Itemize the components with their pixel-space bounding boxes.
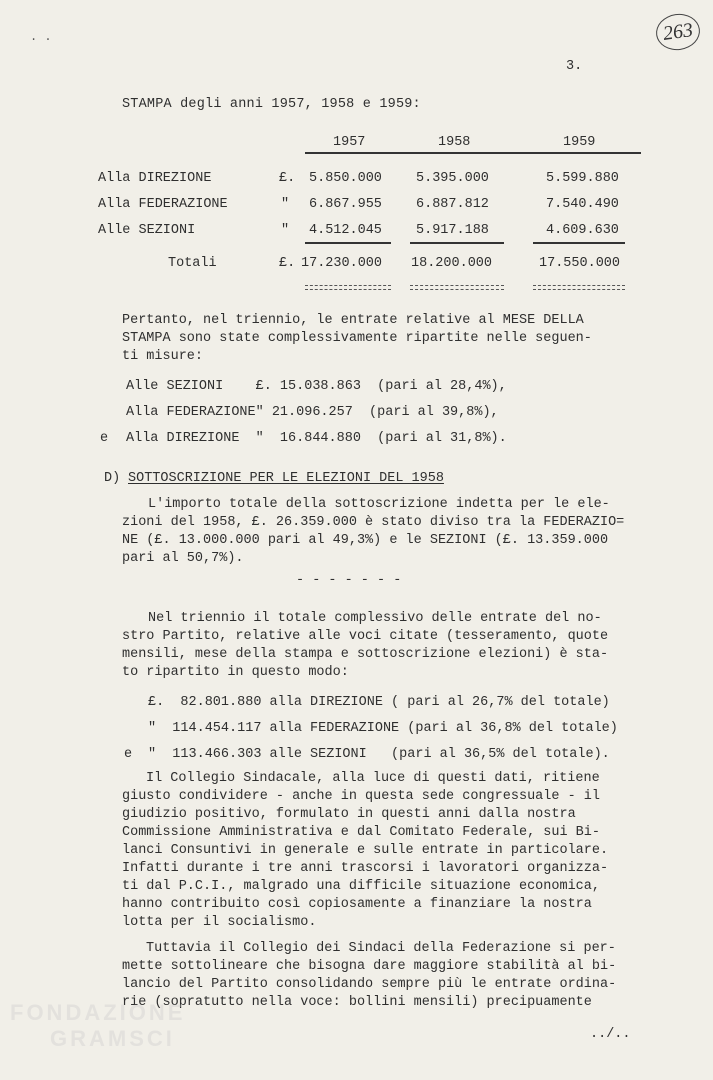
double-rule-1958	[410, 285, 504, 286]
total-split-direzione: £. 82.801.880 alla DIREZIONE ( pari al 26,7% del totale)	[148, 695, 610, 710]
para-tuttavia-line-1: Tuttavia il Collegio dei Sindaci della Federazione si per-	[146, 941, 616, 956]
archive-watermark	[10, 1000, 185, 1052]
page-number: 3.	[566, 59, 583, 74]
total-1958: 18.200.000	[411, 256, 493, 271]
total-1957: 17.230.000	[301, 256, 383, 271]
year-header-1959: 1959	[563, 135, 596, 150]
para-tuttavia-line-2: mette sottolineare che bisogna dare maggiore stabilità al bi-	[122, 959, 617, 974]
header-rule	[305, 152, 641, 154]
watermark-line-1: FONDAZIONE	[10, 1000, 186, 1025]
corner-marks: . .	[30, 30, 52, 44]
row-label-federazione: Alla FEDERAZIONE	[98, 197, 228, 212]
para-triennio-line-1: Nel triennio il totale complessivo delle entrate del no-	[148, 611, 602, 626]
totals-unit: £.	[279, 256, 296, 271]
cell-direzione-1958: 5.395.000	[416, 171, 489, 186]
para-tuttavia-line-4: rie (sopratutto nella voce: bollini mensili) precipuamente	[122, 995, 592, 1010]
section-d-line-4: pari al 50,7%).	[122, 551, 244, 566]
para-collegio-line-1: Il Collegio Sindacale, alla luce di questi dati, ritiene	[146, 771, 600, 786]
section-d-title: SOTTOSCRIZIONE PER LE ELEZIONI DEL 1958	[128, 471, 444, 486]
section-d-line-2: zioni del 1958, £. 26.359.000 è stato diviso tra la FEDERAZIO=	[122, 515, 625, 530]
year-header-1958: 1958	[438, 135, 471, 150]
para-collegio-line-7: ti dal P.C.I., malgrado una difficile situazione economica,	[122, 879, 600, 894]
cell-sezioni-1957: 4.512.045	[309, 223, 382, 238]
stampa-split-prefix: e	[100, 431, 109, 446]
para-pertanto-line-2: STAMPA sono state complessivamente ripartite nelle seguen-	[122, 331, 592, 346]
sum-rule-1959	[533, 242, 625, 244]
stampa-split-direzione: Alla DIREZIONE " 16.844.880 (pari al 31,8%).	[126, 431, 507, 446]
total-split-sezioni: " 113.466.303 alle SEZIONI (pari al 36,5% del totale).	[148, 747, 610, 762]
cell-direzione-1957: 5.850.000	[309, 171, 382, 186]
para-triennio-line-4: to ripartito in questo modo:	[122, 665, 349, 680]
row-unit: £.	[279, 171, 296, 186]
row-label-sezioni: Alle SEZIONI	[98, 223, 196, 238]
continuation-mark: ../..	[590, 1027, 631, 1042]
sum-rule-1957	[305, 242, 391, 244]
section-intro: STAMPA degli anni 1957, 1958 e 1959:	[122, 97, 421, 112]
totals-label: Totali	[168, 256, 217, 271]
section-d-line-1: L'importo totale della sottoscrizione indetta per le ele-	[148, 497, 610, 512]
double-rule-1959	[533, 289, 625, 290]
archive-stamp-number: 263	[654, 11, 703, 53]
section-d-letter: D)	[104, 471, 121, 486]
cell-federazione-1959: 7.540.490	[546, 197, 619, 212]
section-d-line-3: NE (£. 13.000.000 pari al 49,3%) e le SEZIONI (£. 13.359.000	[122, 533, 609, 548]
separator: - - - - - - -	[296, 573, 402, 588]
watermark-line-2: GRAMSCI	[50, 1026, 175, 1051]
para-collegio-line-4: Commissione Amministrativa e dal Comitato Federale, sui Bi-	[122, 825, 600, 840]
double-rule-1957	[305, 285, 391, 286]
cell-federazione-1957: 6.867.955	[309, 197, 382, 212]
stampa-split-federazione: Alla FEDERAZIONE" 21.096.257 (pari al 39,8%),	[126, 405, 499, 420]
para-collegio-line-9: lotta per il socialismo.	[122, 915, 317, 930]
stampa-split-sezioni: Alle SEZIONI £. 15.038.863 (pari al 28,4%),	[126, 379, 507, 394]
para-collegio-line-6: Infatti durante i tre anni trascorsi i lavoratori organizza-	[122, 861, 609, 876]
para-triennio-line-3: mensili, mese della stampa e sottoscrizione elezioni) è sta-	[122, 647, 609, 662]
total-1959: 17.550.000	[539, 256, 621, 271]
row-unit: "	[281, 223, 290, 238]
cell-sezioni-1958: 5.917.188	[416, 223, 489, 238]
para-pertanto-line-1: Pertanto, nel triennio, le entrate relative al MESE DELLA	[122, 313, 584, 328]
para-collegio-line-5: lanci Consuntivi in generale e sulle entrate in particolare.	[122, 843, 609, 858]
row-unit: "	[281, 197, 290, 212]
total-split-prefix: e	[124, 747, 133, 762]
row-label-direzione: Alla DIREZIONE	[98, 171, 212, 186]
para-triennio-line-2: stro Partito, relative alle voci citate (tesseramento, quote	[122, 629, 609, 644]
double-rule-1958	[410, 289, 504, 290]
double-rule-1957	[305, 289, 391, 290]
cell-sezioni-1959: 4.609.630	[546, 223, 619, 238]
total-split-federazione: " 114.454.117 alla FEDERAZIONE (pari al 36,8% del totale)	[148, 721, 618, 736]
para-collegio-line-8: hanno contribuito così copiosamente a finanziare la nostra	[122, 897, 592, 912]
year-header-1957: 1957	[333, 135, 366, 150]
para-tuttavia-line-3: lancio del Partito consolidando sempre più le entrate ordina-	[122, 977, 617, 992]
cell-federazione-1958: 6.887.812	[416, 197, 489, 212]
sum-rule-1958	[410, 242, 504, 244]
para-pertanto-line-3: ti misure:	[122, 349, 204, 364]
para-collegio-line-2: giusto condividere - anche in questa sede congressuale - il	[122, 789, 600, 804]
para-collegio-line-3: giudizio positivo, formulato in questi anni dalla nostra	[122, 807, 576, 822]
double-rule-1959	[533, 285, 625, 286]
cell-direzione-1959: 5.599.880	[546, 171, 619, 186]
